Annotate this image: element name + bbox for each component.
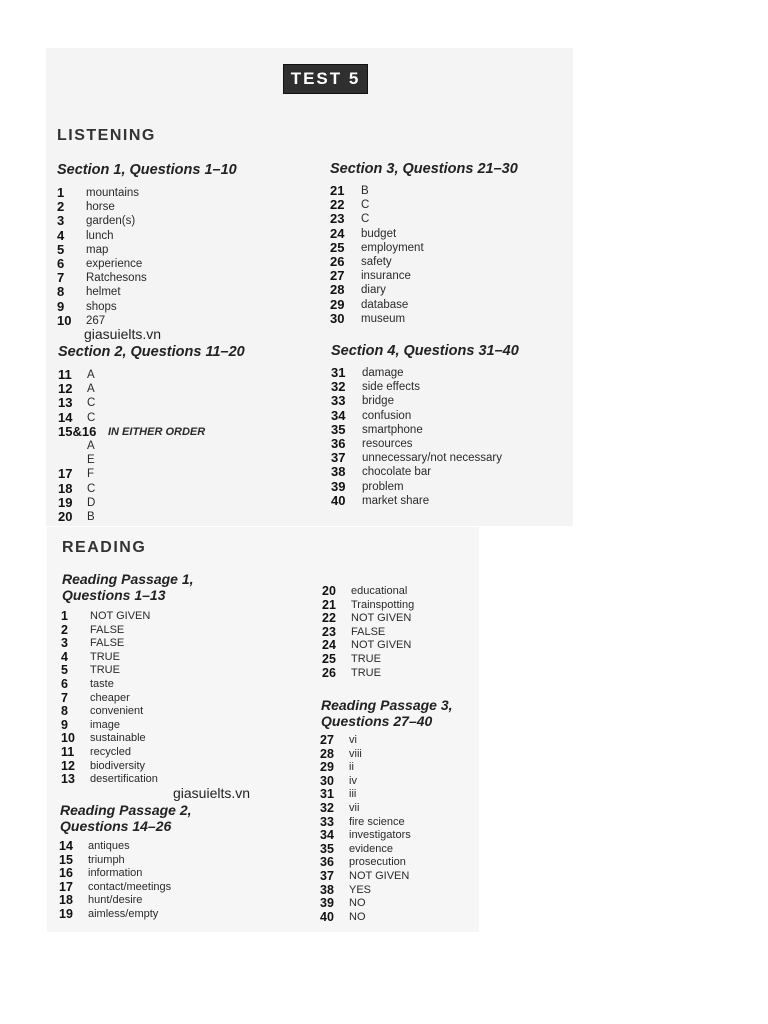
either-order-note: IN EITHER ORDER (108, 425, 206, 438)
answer-text: mountains (86, 187, 140, 199)
answer-text: sustainable (90, 732, 146, 745)
question-number: 16 (59, 866, 73, 881)
answer-text: image (90, 718, 120, 731)
question-number: 36 (331, 435, 346, 451)
question-number: 9 (57, 298, 65, 314)
answer-text: FALSE (351, 625, 386, 638)
passage-2-heading-line1: Reading Passage 2, (60, 802, 192, 818)
question-number: 11 (61, 744, 75, 759)
answer-text: budget (361, 227, 397, 240)
question-number: 30 (330, 310, 345, 326)
answer-text: unnecessary/not necessary (362, 452, 502, 465)
question-number: 35 (320, 841, 334, 856)
answer-text: safety (361, 255, 392, 268)
question-number: 40 (320, 909, 334, 924)
answer-text: aimless/empty (88, 907, 159, 920)
answer-text: iv (349, 774, 357, 787)
question-number: 20 (58, 508, 73, 524)
section-3-heading: Section 3, Questions 21–30 (330, 161, 518, 177)
question-number: 35 (331, 421, 346, 437)
answer-text: lunch (86, 229, 114, 242)
question-number: 38 (331, 464, 346, 480)
question-number: 7 (57, 270, 65, 286)
question-number: 9 (61, 717, 68, 732)
answer-text: experience (86, 257, 143, 270)
answer-text: resources (362, 437, 413, 450)
answer-text: NO (349, 897, 366, 910)
question-number: 3 (61, 636, 68, 651)
answer-text: contact/meetings (88, 880, 172, 893)
question-number: 28 (330, 282, 345, 298)
question-number: 13 (61, 772, 75, 787)
question-number: 31 (331, 365, 346, 380)
answer-text: bridge (362, 395, 394, 408)
question-number: 7 (61, 690, 68, 705)
answer-text: evidence (349, 842, 394, 855)
answer-text: insurance (361, 270, 411, 283)
answer-text: C (361, 213, 370, 226)
answer-text: cheaper (90, 691, 130, 704)
answer-text: C (361, 199, 370, 212)
answer-text: employment (361, 241, 424, 254)
question-number: 4 (57, 227, 65, 243)
passage-3-heading (321, 697, 453, 729)
answer-text: E (87, 454, 95, 467)
section-4-heading: Section 4, Questions 31–40 (331, 343, 519, 359)
answer-text: museum (361, 312, 406, 325)
answer-text: desertification (90, 773, 158, 786)
answer-text: biodiversity (90, 759, 146, 772)
answer-text: Trainspotting (351, 598, 415, 611)
answer-text: 267 (86, 314, 106, 327)
answer-text: shops (86, 300, 117, 313)
answer-text: NO (349, 910, 366, 923)
answer-text: market share (362, 494, 430, 507)
section-1-heading: Section 1, Questions 1–10 (57, 162, 237, 178)
question-number: 15&16 (58, 423, 97, 439)
answer-text: C (87, 482, 96, 495)
question-number: 29 (330, 296, 345, 312)
answer-text: A (87, 383, 95, 396)
question-number: 6 (61, 676, 68, 691)
question-number: 22 (322, 611, 336, 626)
answer-text: NOT GIVEN (349, 869, 410, 882)
question-number: 26 (330, 253, 345, 269)
answer-text: triumph (88, 853, 125, 866)
question-number: 17 (59, 879, 73, 894)
question-number: 27 (330, 268, 345, 284)
question-number: 15 (59, 852, 73, 867)
question-number: 14 (59, 839, 73, 853)
answer-text: investigators (349, 829, 411, 842)
answer-text: hunt/desire (88, 894, 143, 907)
question-number: 2 (57, 199, 65, 215)
passage-3-heading-line2: Questions 27–40 (321, 713, 433, 729)
passage-1-heading (62, 571, 194, 603)
question-number: 23 (330, 211, 345, 227)
answer-text: A (87, 439, 95, 452)
passage-2-heading (60, 802, 192, 834)
answer-text: helmet (86, 286, 121, 299)
question-number: 20 (322, 584, 336, 598)
answer-text: taste (90, 677, 114, 690)
question-number: 22 (330, 197, 345, 213)
answer-text: TRUE (351, 666, 381, 679)
answer-text: antiques (88, 840, 130, 852)
answer-text: Ratchesons (86, 272, 147, 285)
passage-3-heading-line1: Reading Passage 3, (321, 697, 453, 713)
question-number: 21 (330, 183, 345, 198)
watermark-text: giasuielts.vn (84, 326, 162, 342)
question-number: 13 (58, 395, 73, 411)
question-number: 1 (57, 185, 65, 200)
question-number: 4 (61, 649, 68, 664)
question-number: 23 (322, 624, 336, 639)
question-number: 34 (331, 407, 346, 423)
answer-text: C (87, 397, 96, 410)
answer-text: educational (351, 585, 408, 597)
question-number: 33 (320, 814, 334, 829)
question-number: 26 (322, 665, 336, 680)
question-number: 18 (59, 893, 73, 908)
question-number: 24 (330, 225, 345, 241)
question-number: 31 (320, 787, 334, 802)
answer-text: side effects (362, 381, 420, 394)
answer-text: TRUE (351, 652, 381, 665)
answer-text: information (88, 867, 143, 880)
passage-1-heading-line1: Reading Passage 1, (62, 571, 194, 587)
question-number: 3 (57, 213, 65, 229)
question-number: 25 (322, 651, 336, 666)
question-number: 32 (320, 800, 334, 815)
answer-text: ii (349, 761, 354, 774)
passage-1-heading-line2: Questions 1–13 (62, 587, 166, 603)
answer-text: vii (349, 801, 360, 814)
question-number: 37 (331, 450, 346, 466)
question-number: 5 (61, 663, 68, 678)
answer-text: iii (349, 788, 357, 801)
question-number: 32 (331, 379, 346, 395)
answer-text: YES (349, 883, 372, 896)
answer-text: B (361, 185, 369, 197)
answer-text: C (87, 411, 96, 424)
question-number: 10 (57, 312, 72, 328)
answer-text: horse (86, 201, 115, 214)
question-number: 10 (61, 731, 75, 746)
answer-text: B (87, 510, 95, 523)
question-number: 8 (61, 704, 68, 719)
answer-text: FALSE (90, 637, 125, 650)
question-number: 29 (320, 760, 334, 775)
question-number: 21 (322, 597, 336, 612)
question-number: 6 (57, 255, 65, 271)
question-number: 38 (320, 882, 334, 897)
answer-text: vi (349, 734, 357, 746)
listening-heading: LISTENING (57, 127, 156, 144)
answer-text: problem (362, 480, 404, 493)
passage-2-heading-line2: Questions 14–26 (60, 818, 172, 834)
answer-text: NOT GIVEN (351, 639, 412, 652)
answer-text: NOT GIVEN (90, 610, 151, 622)
question-number: 12 (58, 381, 73, 397)
answer-text: database (361, 298, 409, 311)
answer-text: TRUE (90, 650, 120, 663)
answer-text: A (87, 369, 95, 381)
answer-text: F (87, 468, 95, 481)
question-number: 39 (331, 478, 346, 494)
question-number: 37 (320, 868, 334, 883)
question-number: 25 (330, 239, 345, 255)
reading-heading: READING (62, 539, 147, 556)
question-number: 2 (61, 622, 68, 637)
test-title-badge: TEST 5 (283, 64, 368, 94)
answer-text: recycled (90, 745, 131, 758)
answer-text: TRUE (90, 664, 120, 677)
question-number: 18 (58, 480, 73, 496)
answer-text: convenient (90, 705, 144, 718)
answer-text: D (87, 496, 96, 509)
question-number: 5 (57, 241, 65, 257)
question-number: 24 (322, 638, 336, 653)
question-number: 17 (58, 466, 73, 482)
question-number: 40 (331, 492, 346, 508)
question-number: 27 (320, 733, 334, 747)
answer-text: confusion (362, 409, 412, 422)
answer-text: smartphone (362, 423, 423, 436)
section-2-heading: Section 2, Questions 11–20 (58, 344, 245, 360)
watermark-text: giasuielts.vn (173, 785, 251, 801)
question-number: 33 (331, 393, 346, 409)
question-number: 8 (57, 284, 65, 300)
question-number: 30 (320, 773, 334, 788)
question-number: 14 (58, 409, 73, 425)
answer-text: fire science (349, 815, 405, 828)
answer-text: chocolate bar (362, 466, 432, 479)
answer-text: garden(s) (86, 215, 136, 228)
question-number: 36 (320, 855, 334, 870)
question-number: 11 (58, 367, 72, 382)
question-number: 19 (58, 494, 73, 510)
question-number: 34 (320, 828, 334, 843)
question-number: 12 (61, 758, 75, 773)
question-number: 39 (320, 896, 334, 911)
answer-text: FALSE (90, 623, 125, 636)
answer-text: map (86, 243, 109, 256)
question-number: 19 (59, 906, 73, 921)
answer-text: viii (349, 747, 362, 760)
question-number: 1 (61, 609, 68, 623)
answer-text: damage (362, 367, 404, 379)
answer-text: prosecution (349, 856, 406, 869)
answer-text: NOT GIVEN (351, 612, 412, 625)
question-number: 28 (320, 746, 334, 761)
answer-text: diary (361, 284, 386, 297)
